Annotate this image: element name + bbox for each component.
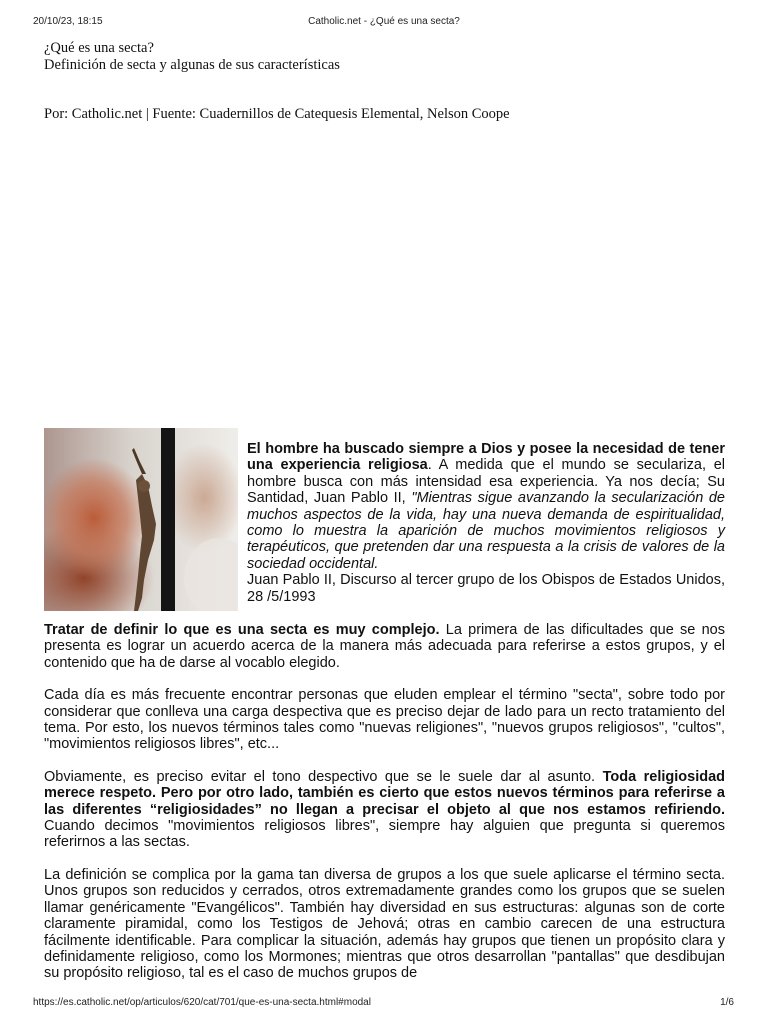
print-url: https://es.catholic.net/op/articulos/620/cat/701/que-es-una-secta.html#modal xyxy=(33,997,371,1008)
intro-text: . A medida que el mundo se seculariza, el hombre busca con más intensidad esa experiencia. Ya nos decía; Su Santidad, Juan Pablo II, xyxy=(247,457,725,507)
paragraph-3 xyxy=(44,769,725,851)
paragraph-1-text: La primera de las dificultades que se nos presenta es lograr un acuerdo acerca de la manera más adecuada para referirse a estos grupos, y el contenido que ha de darse al vocablo elegido. xyxy=(44,622,725,671)
print-footer xyxy=(0,997,768,1011)
article-body xyxy=(44,622,725,982)
paragraph-4: La definición se complica por la gama tan diversa de grupos a los que suele aplicarse el término secta. Unos grupos son reducidos y cerrados, otros extremadamente grandes como los grupos que se suelen llamar genéricamente "Evangélicos". También hay diversidad en sus estructuras: algunas son de corte claramente piramidal, como los Testigos de Jehová; otras en cambio carecen de una estructura fácilmente identificable. Para complicar la situación, además hay grupos que tienen un propósito clara y definidamente religioso, como los Mormones; mientras que otros desarrollan "pantallas" que desdibujan su propósito religioso, tal es el caso de muchos grupos de xyxy=(44,866,725,982)
article-subtitle: Definición de secta y algunas de sus características xyxy=(44,57,340,73)
intro-citation: Juan Pablo II, Discurso al tercer grupo de los Obispos de Estados Unidos, 28 /5/1993 xyxy=(247,572,725,605)
print-datetime: 20/10/23, 18:15 xyxy=(33,16,103,27)
intro-paragraph xyxy=(247,441,725,605)
article-heading xyxy=(44,40,734,74)
paragraph-3-text-2: Cuando decimos "movimientos religiosos libres", siempre hay alguien que pregunta si queremos referirnos a las sectas. xyxy=(44,818,725,851)
print-header xyxy=(0,16,768,30)
article-byline: Por: Catholic.net | Fuente: Cuadernillos de Catequesis Elemental, Nelson Coope xyxy=(44,106,510,122)
paragraph-2: Cada día es más frecuente encontrar personas que eluden emplear el término "secta", sobre todo por considerar que conlleva una carga despectiva que es preciso dejar de lado para un recto tratamiento del tema. Por esto, los nuevos términos tales como "nuevas religiones", "nuevos grupos religiosos", "cultos", "movimientos religiosos libres", etc... xyxy=(44,687,725,753)
paragraph-1-bold: Tratar de definir lo que es una secta es muy complejo. xyxy=(44,622,440,638)
crucifix-photo xyxy=(44,428,238,611)
paragraph-3-bold: Toda religiosidad merece respeto. Pero por otro lado, también es cierto que estos nuevos términos para referirse a las diferentes “religiosidades” no llegan a precisar el objeto al que nos estamos refiriendo. xyxy=(44,768,725,818)
paragraph-1 xyxy=(44,622,725,671)
article-title: ¿Qué es una secta? xyxy=(44,40,154,56)
print-page-title: Catholic.net - ¿Qué es una secta? xyxy=(308,16,460,27)
intro-quote: "Mientras sigue avanzando la secularización de muchos aspectos de la vida, hay una nueva demanda de espiritualidad, como lo muestra la aparición de muchos movimientos religiosos y terapéuticos, que pretenden dar una respuesta a la crisis de valores de la sociedad occidental. xyxy=(247,490,725,572)
intro-bold-lead: El hombre ha buscado siempre a Dios y posee la necesidad de tener una experiencia religiosa xyxy=(247,441,725,474)
print-page-number: 1/6 xyxy=(720,997,734,1008)
paragraph-3-text-1: Obviamente, es preciso evitar el tono despectivo que se le suele dar al asunto. xyxy=(44,768,603,785)
